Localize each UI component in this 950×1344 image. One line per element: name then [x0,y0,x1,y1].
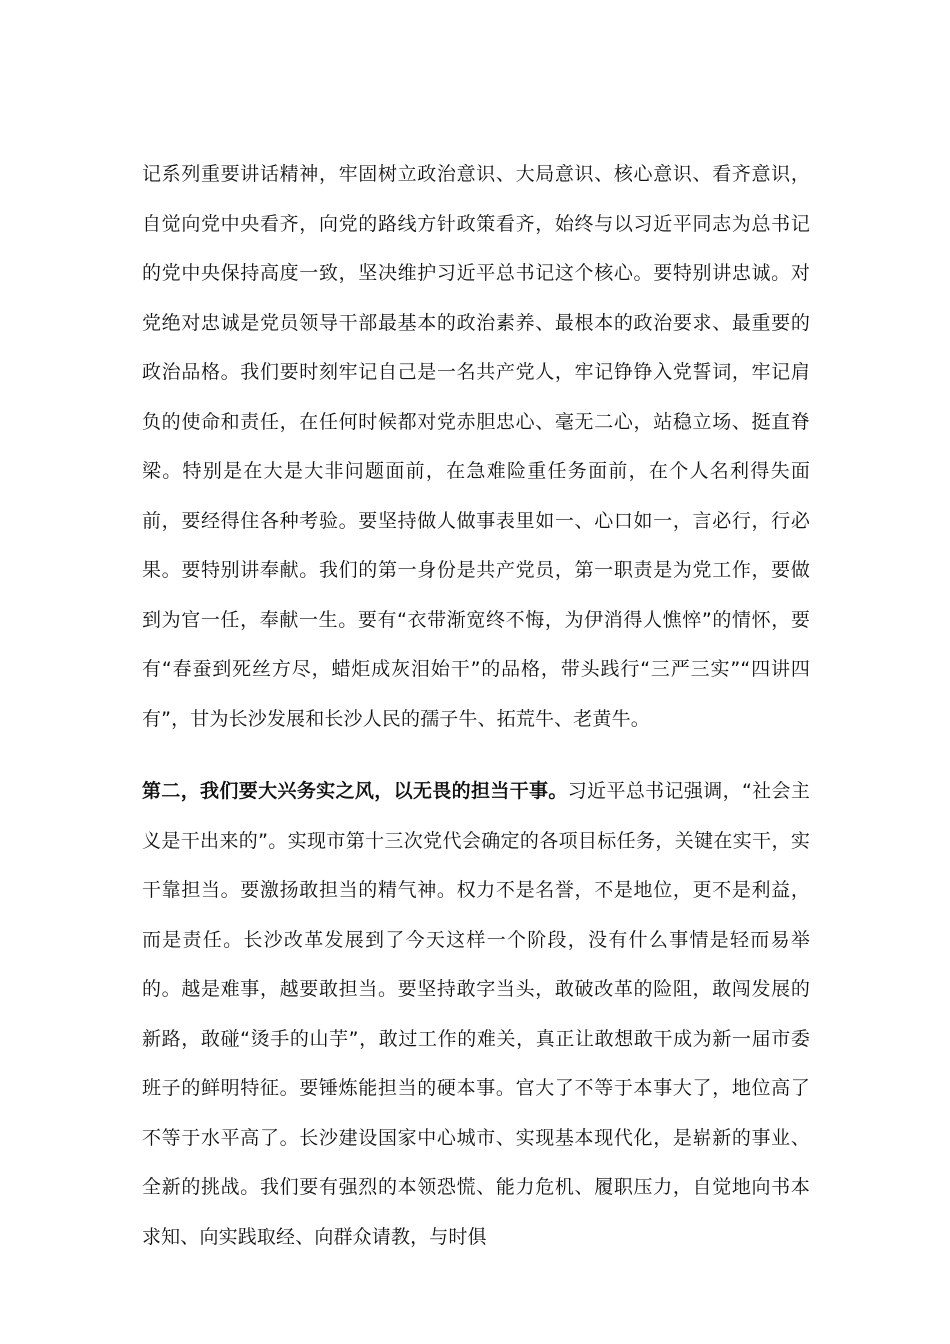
document-page [142,150,810,1262]
paragraph-text: 记系列重要讲话精神，牢固树立政治意识、大局意识、核心意识、看齐意识，自觉向党中央看齐，向党的路线方针政策看齐，始终与以习近平同志为总书记的党中央保持高度一致，坚决维护习近平总书记这个核心。要特别讲忠诚。对党绝对忠诚是党员领导干部最基本的政治素养、最根本的政治要求、最重要的政治品格。我们要时刻牢记自己是一名共产党人，牢记铮铮入党誓词，牢记肩负的使命和责任，在任何时候都对党赤胆忠心、毫无二心，站稳立场、挺直脊梁。特别是在大是大非问题面前，在急难险重任务面前，在个人名利得失面前，要经得住各种考验。要坚持做人做事表里如一、心口如一，言必行，行必果。要特别讲奉献。我们的第一身份是共产党员，第一职责是为党工作，要做到为官一任，奉献一生。要有“衣带渐宽终不悔，为伊消得人憔悴”的情怀，要有“春蚕到死丝方尽，蜡炬成灰泪始干”的品格，带头践行“三严三实”“四讲四有”，甘为长沙发展和长沙人民的孺子牛、拓荒牛、老黄牛。 [142,163,810,730]
paragraph-text: 习近平总书记强调，“社会主义是干出来的”。实现市第十三次党代会确定的各项目标任务，关键在实干，实干靠担当。要激扬敢担当的精气神。权力不是名誉，不是地位，更不是利益，而是责任。长沙改革发展到了今天这样一个阶段，没有什么事情是轻而易举的。越是难事，越要敢担当。要坚持敢字当头，敢破改革的险阻，敢闯发展的新路，敢碰“烫手的山芋”，敢过工作的难关，真正让敢想敢干成为新一届市委班子的鲜明特征。要锤炼能担当的硬本事。官大了不等于本事大了，地位高了不等于水平高了。长沙建设国家中心城市、实现基本现代化，是崭新的事业、全新的挑战。我们要有强烈的本领恐慌、能力危机、履职压力，自觉地向书本求知、向实践取经、向群众请教，与时俱 [142,780,810,1248]
paragraph-loyalty [142,150,810,744]
paragraph-pragmatism [142,767,810,1262]
paragraph-lead-heading: 第二，我们要大兴务实之风，以无畏的担当干事。 [142,780,568,802]
